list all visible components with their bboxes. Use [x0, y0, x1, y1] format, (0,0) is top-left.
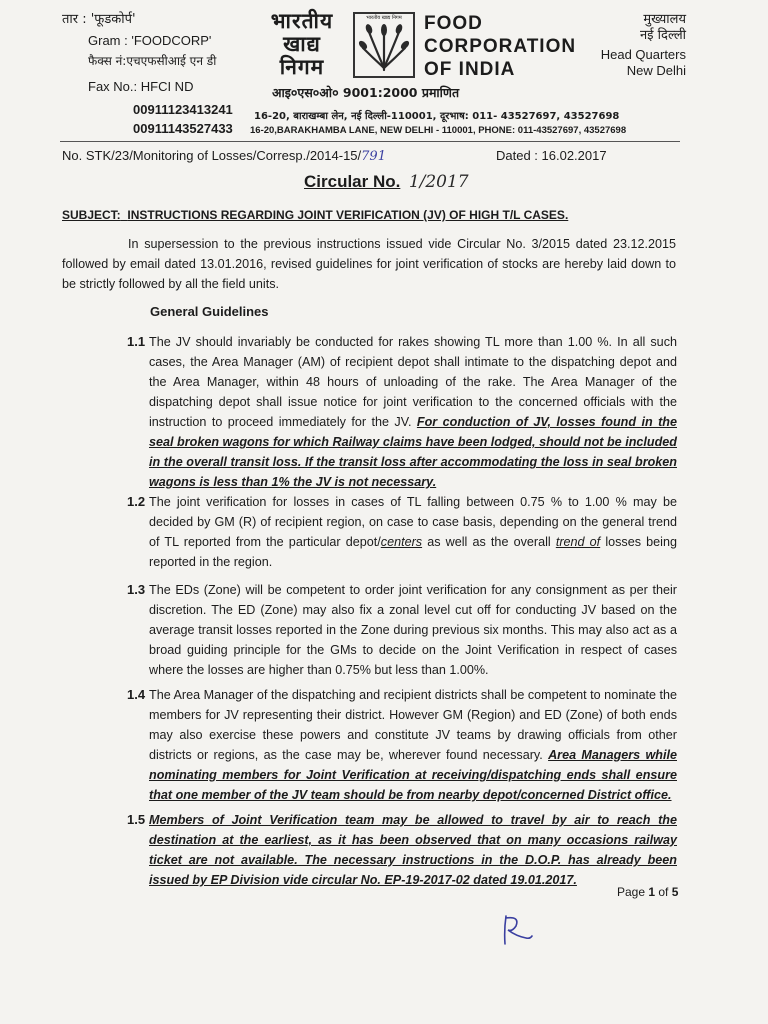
item-text-c: losses being reported in the region. [149, 535, 677, 569]
item-number: 1.3 [127, 582, 146, 597]
delhi-english-label: New Delhi [626, 63, 686, 78]
org-name-english-line-3: OF INDIA [424, 59, 516, 80]
signature-initial [496, 912, 536, 948]
reference-text: No. STK/23/Monitoring of Losses/Corresp./2014-15/ [62, 148, 362, 163]
gram-address: Gram : 'FOODCORP' [88, 33, 212, 48]
header-divider [60, 141, 680, 142]
address-english: 16-20,BARAKHAMBA LANE, NEW DELHI - 110001, PHONE: 011-43527697, 43527698 [250, 125, 627, 136]
item-body: The EDs (Zone) will be competent to order joint verification for any consignment as per their discretion. The ED (Zone) may also fix a zonal level cut off for conducting JV based on the average transit losses reported in the Zone during previous six months. This may also act as a broad guiding principle for the GMs to decide on the Joint Verification in respect of cases where the losses are higher than 0.75% but less than 1.00%. [149, 583, 677, 677]
page-current: 1 [648, 885, 656, 899]
org-name-hindi-line-2: खाद्य [283, 32, 321, 56]
document-date: Dated : 16.02.2017 [496, 148, 607, 163]
item-text: The JV should invariably be conducted for rakes showing TL more than 1.00 %. In all such cases, the Area Manager (AM) of recipient depot shall intimate to the dispatching depot and the Area Manager, within 48 hours of unloading of the rake. The Area Manager of the dispatching depot shall issue notice for joint verification to the concerned officials with the instruction to proceed immediately for the JV. [149, 335, 677, 429]
org-name-hindi-line-3: निगम [279, 55, 325, 79]
headquarters-hindi [640, 12, 686, 44]
guideline-item-1-1 [127, 332, 677, 492]
item-text: The Area Manager of the dispatching and recipient districts shall be competent to nominate the members for JV representing their district. However GM (Region) and ED (Zone) of both ends may also exercise these powers and constitute JV teams by drawing officials from other districts or regions, as the case may be, wherever found necessary. [149, 688, 677, 762]
page-of: of [655, 885, 672, 899]
item-number: 1.5 [127, 812, 146, 827]
item-underlined-2: trend of [555, 535, 601, 549]
subject-line [62, 208, 568, 222]
org-name-english-line-2: CORPORATION [424, 36, 577, 57]
section-title: General Guidelines [150, 304, 269, 319]
guideline-item-1-4 [127, 685, 677, 805]
org-name-hindi [256, 10, 348, 79]
guideline-item-1-3 [127, 580, 677, 680]
circular-title [304, 172, 469, 192]
item-number: 1.2 [127, 494, 146, 509]
org-name-english-line-1: FOOD [424, 13, 483, 34]
item-body [149, 685, 677, 805]
hq-hindi-label: मुख्यालय [643, 12, 686, 27]
iso-certification: आइ०एस०ओ० 9001:2000 प्रमाणित [272, 85, 460, 100]
item-emphasis: Members of Joint Verification team may be allowed to travel by air to reach the destination at the earliest, as it has been observed that on many occasions railway ticket are not available. The necessary instructions in the D.O.P. has already been issued by EP Division vide circular No. EP-19-2017-02 dated 19.01.2017. [149, 813, 677, 887]
item-number: 1.4 [127, 687, 146, 702]
guideline-item-1-5 [127, 810, 677, 890]
page-prefix: Page [617, 885, 649, 899]
item-emphasis: Area Managers while nominating members for Joint Verification at receiving/dispatching ends shall ensure that one member of the JV team should be from nearby depot/concerned District office. [149, 748, 677, 802]
intro-paragraph: In supersession to the previous instructions issued vide Circular No. 3/2015 dated 23.12.2015 followed by email dated 13.01.2016, revised guidelines for joint verification of stocks are hereby laid down to be strictly followed by all the field units. [62, 237, 676, 291]
page-number [617, 885, 678, 899]
telegram-hindi: तार : 'फूडकोर्प' [62, 12, 136, 27]
item-number: 1.1 [127, 334, 146, 349]
phone-number-1: 00911123413241 [133, 102, 233, 117]
item-underlined-1: centers [380, 535, 423, 549]
hq-english-label: Head Quarters [600, 47, 686, 62]
item-text-a: The joint verification for losses in cases of TL falling between 0.75 % to 1.00 % may be decided by GM (R) of recipient region, on case to case basis, depending on the general trend of TL reported from the particular depot/ [149, 495, 677, 549]
page-total: 5 [671, 885, 679, 899]
fax-number: Fax No.: HFCI ND [88, 79, 194, 94]
subject-label: SUBJECT: [62, 208, 121, 222]
address-hindi: 16-20, बाराखम्बा लेन, नई दिल्ली-110001, दूरभाष: 011- 43527697, 43527698 [254, 111, 620, 122]
headquarters-english [601, 47, 686, 79]
delhi-hindi-label: नई दिल्ली [639, 28, 686, 43]
handwritten-circular-number: 1/2017 [408, 172, 469, 192]
fax-hindi: फैक्स नं:एचएफसीआई एन डी [88, 54, 217, 68]
wheat-sheaf-icon [355, 14, 413, 76]
handwritten-reference: 791 [361, 149, 386, 164]
item-body [149, 492, 677, 572]
phone-number-2: 00911143527433 [133, 121, 233, 136]
reference-number [62, 148, 386, 164]
logo-text: भारतीय खाद्य निगम [366, 15, 402, 21]
circular-label: Circular No. [304, 172, 401, 191]
item-emphasis: For conduction of JV, losses found in the seal broken wagons for which Railway claims have been lodged, should not be included in the overall transit loss. If the transit loss after accommodating the loss in seal broken wagons is less than 1% the JV is not necessary. [149, 415, 677, 489]
org-name-english [424, 12, 576, 81]
fci-logo [353, 12, 415, 78]
item-body [149, 332, 677, 492]
item-body [149, 810, 677, 890]
item-text-b: as well as the overall [422, 535, 556, 549]
guideline-item-1-2 [127, 492, 677, 572]
subject-text: INSTRUCTIONS REGARDING JOINT VERIFICATION (JV) OF HIGH T/L CASES. [127, 208, 569, 222]
org-name-hindi-line-1: भारतीय [270, 9, 334, 33]
